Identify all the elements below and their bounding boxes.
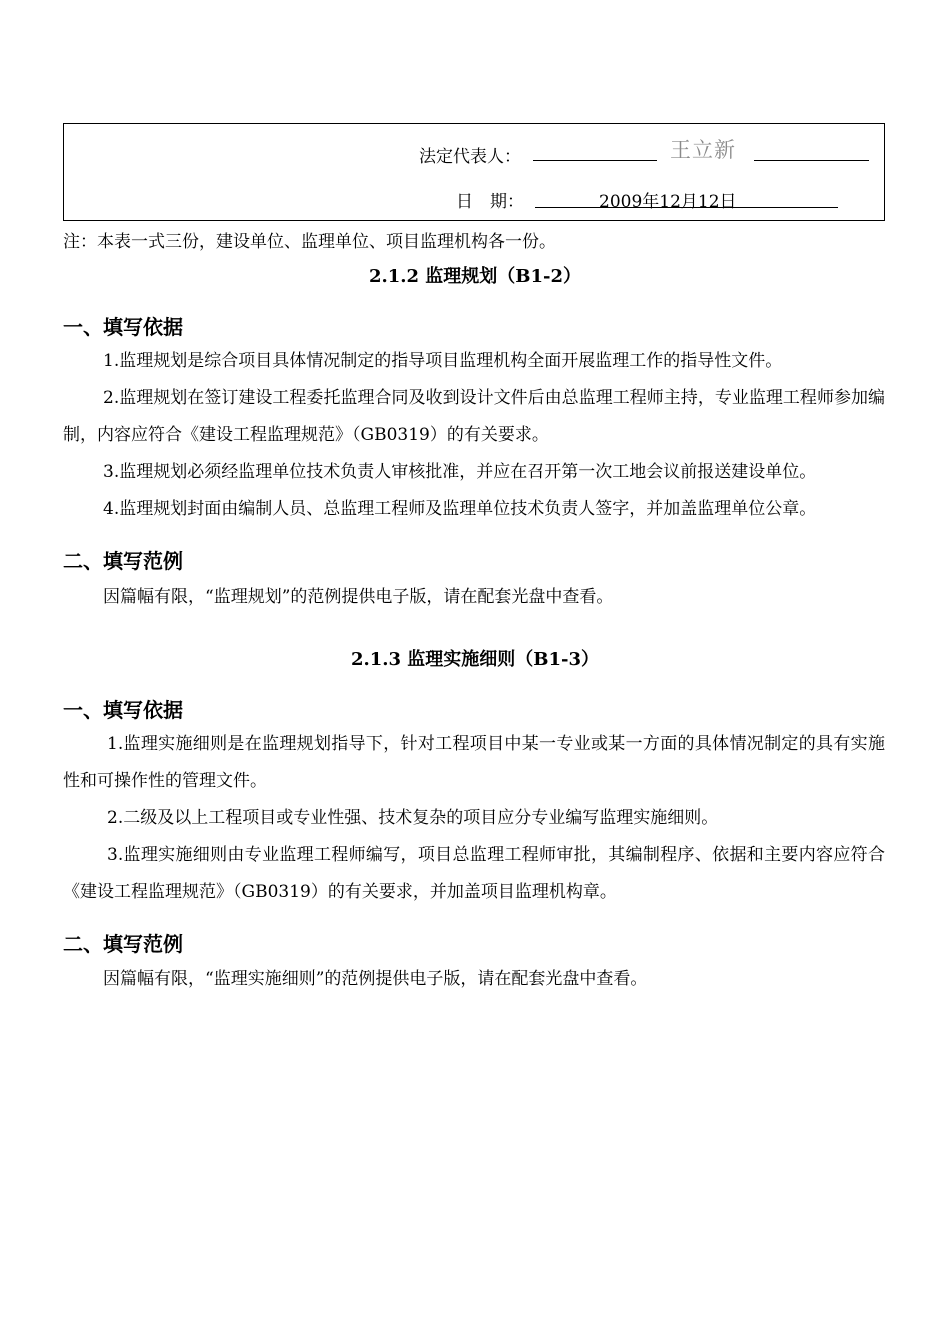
basis-item-b1-3-1: 1.监理实施细则是在监理规划指导下，针对工程项目中某一专业或某一方面的具体情况制定的具有实施性和可操作性的管理文件。: [63, 734, 885, 791]
date-field: [535, 187, 838, 212]
basis-heading-b1-3: 一、填写依据: [63, 698, 183, 722]
example-heading-b1-2: 二、填写范例: [63, 549, 183, 573]
legal-representative-label: 法定代表人：: [419, 147, 521, 167]
basis-item-b1-2-3: 3.监理规划必须经监理单位技术负责人审核批准，并应在召开第一次工地会议前报送建设单位。: [103, 462, 817, 482]
example-heading-b1-3: 二、填写范例: [63, 932, 183, 956]
basis-item-b1-3-3: 3.监理实施细则由专业监理工程师编写，项目总监理工程师审批，其编制程序、依据和主要内容应符合《建设工程监理规范》（GB0319）的有关要求，并加盖项目监理机构章。: [63, 845, 885, 902]
date-label: 日 期：: [456, 192, 524, 212]
form-note: 注：本表一式三份，建设单位、监理单位、项目监理机构各一份。: [63, 232, 556, 252]
signature-underline-left: [533, 160, 657, 161]
basis-item-b1-3-2: 2.二级及以上工程项目或专业性强、技术复杂的项目应分专业编写监理实施细则。: [107, 808, 719, 828]
example-text-b1-2: 因篇幅有限，“监理规划”的范例提供电子版，请在配套光盘中查看。: [103, 587, 614, 607]
section-title-b1-2: 2.1.2 监理规划（B1-2）: [368, 266, 582, 287]
basis-heading-b1-2: 一、填写依据: [63, 315, 183, 339]
handwritten-signature: 王立新: [670, 138, 736, 162]
basis-item-b1-2-4: 4.监理规划封面由编制人员、总监理工程师及监理单位技术负责人签字，并加盖监理单位公章。: [103, 499, 817, 519]
example-text-b1-3: 因篇幅有限，“监理实施细则”的范例提供电子版，请在配套光盘中查看。: [103, 969, 648, 989]
basis-item-b1-2-1: 1.监理规划是综合项目具体情况制定的指导项目监理机构全面开展监理工作的指导性文件。: [103, 351, 783, 371]
section-title-b1-3: 2.1.3 监理实施细则（B1-3）: [350, 649, 600, 670]
basis-item-b1-2-2: 2.监理规划在签订建设工程委托监理合同及收到设计文件后由总监理工程师主持，专业监理工程师参加编制，内容应符合《建设工程监理规范》（GB0319）的有关要求。: [63, 388, 885, 445]
signature-box: [63, 123, 885, 221]
date-value: 2009年12月12日: [599, 192, 737, 212]
signature-underline-right: [754, 160, 869, 161]
